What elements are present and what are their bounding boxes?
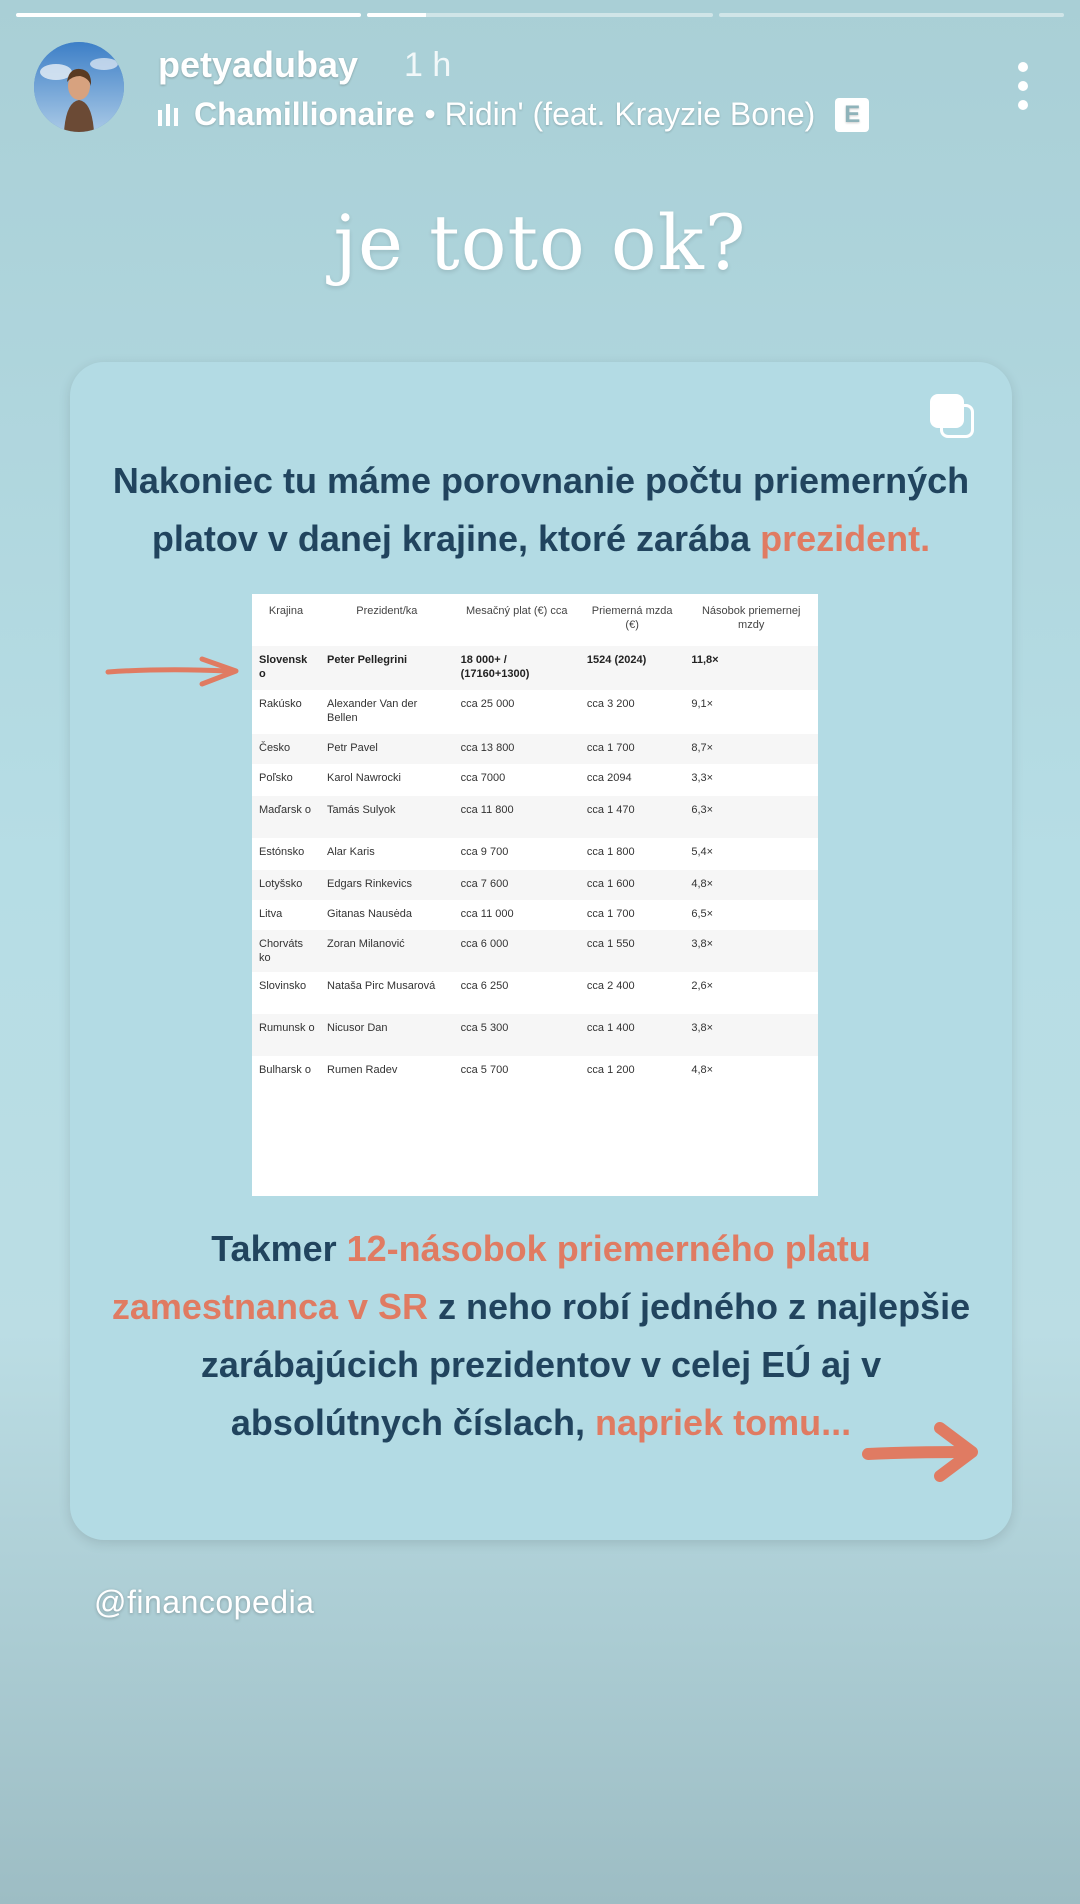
table-cell: cca 1 700 — [580, 734, 684, 764]
music-artist: Chamillionaire — [194, 96, 415, 132]
table-cell: 2,6× — [691, 980, 714, 992]
table-row — [252, 870, 818, 900]
table-cell: cca 2 400 — [586, 980, 635, 992]
bottom-accent-2: napriek tomu... — [595, 1402, 852, 1443]
post-heading — [90, 452, 992, 568]
table-row — [252, 972, 818, 1014]
table-cell: cca 1 700 — [586, 908, 635, 920]
table-cell: Gitanas Nausėda — [327, 908, 413, 920]
table-cell: 6,5× — [691, 908, 714, 920]
progress-segment — [719, 13, 1064, 17]
table-cell: 3,8× — [684, 1014, 818, 1056]
bottom-accent-1: 12-násobok priemerného platu zamestnanca v SR — [111, 1228, 871, 1327]
table-cell: Bulharsk o — [259, 1064, 311, 1076]
table-cell: cca 13 800 — [454, 734, 580, 764]
table-cell: cca 3 200 — [586, 698, 635, 710]
table-cell: 3,8× — [684, 930, 818, 972]
table-row — [252, 838, 818, 870]
table-cell: cca 9 700 — [460, 846, 509, 858]
bottom-text-1: Takmer — [211, 1228, 347, 1269]
table-header: Prezident/ka — [356, 605, 418, 617]
table-cell: cca 1 600 — [580, 870, 684, 900]
table-row — [252, 900, 818, 930]
arrow-right-icon — [862, 1422, 982, 1482]
table-cell: Alexander Van der Bellen — [327, 698, 418, 724]
table-cell: Lotyšsko — [252, 870, 320, 900]
table-cell: Petr Pavel — [320, 734, 454, 764]
table-cell: 8,7× — [684, 734, 818, 764]
table-header: Mesačný plat (€) cca — [466, 605, 568, 617]
table-cell: Nataša Pirc Musarová — [327, 980, 436, 992]
table-cell: 9,1× — [691, 698, 714, 710]
avatar[interactable] — [34, 42, 124, 132]
table-cell: cca 11 800 — [454, 796, 580, 838]
table-cell: cca 6 000 — [454, 930, 580, 972]
table-cell: 11,8× — [684, 646, 818, 690]
explicit-badge: E — [835, 98, 869, 132]
table-cell: cca 5 700 — [460, 1064, 509, 1076]
story-progress-bar — [16, 13, 1064, 17]
table-row — [252, 690, 818, 734]
table-cell: cca 7000 — [460, 772, 506, 784]
salary-table — [252, 594, 818, 1196]
table-cell: Slovensk o — [252, 646, 320, 690]
table-header: Násobok priemernej mzdy — [701, 605, 801, 631]
table-cell: Slovinsko — [259, 980, 307, 992]
music-track: • Ridin' (feat. Krayzie Bone) — [424, 96, 816, 132]
timestamp: 1 h — [404, 46, 452, 84]
table-cell: Peter Pellegrini — [320, 646, 454, 690]
table-cell: cca 25 000 — [460, 698, 515, 710]
copy-icon — [930, 394, 976, 440]
table-cell: Rumen Radev — [327, 1064, 398, 1076]
music-bars-icon — [158, 104, 178, 126]
table-row — [252, 734, 818, 764]
post-bottom-text — [110, 1220, 972, 1452]
table-cell: Karol Nawrocki — [327, 772, 401, 784]
table-cell: Alar Karis — [327, 846, 375, 858]
progress-segment — [16, 13, 361, 17]
progress-segment — [367, 13, 712, 17]
table-cell: Litva — [259, 908, 283, 920]
table-cell: cca 1 470 — [580, 796, 684, 838]
table-row — [252, 764, 818, 796]
table-row — [252, 1056, 818, 1100]
table-cell: 5,4× — [691, 846, 714, 858]
table-header: Krajina — [268, 605, 304, 617]
table-cell: Chorváts ko — [252, 930, 320, 972]
table-cell: 3,3× — [691, 772, 714, 784]
table-cell: cca 1 550 — [580, 930, 684, 972]
table-cell: Maďarsk o — [252, 796, 320, 838]
table-cell: cca 7 600 — [454, 870, 580, 900]
arrow-left-pointer-icon — [104, 654, 244, 690]
table-cell: 6,3× — [684, 796, 818, 838]
more-icon[interactable] — [1016, 62, 1030, 110]
heading-text: Nakoniec tu máme porovnanie počtu priemerných platov v danej krajine, ktoré zarába — [112, 460, 970, 559]
story-question-text: je toto ok? — [333, 198, 747, 287]
table-row — [252, 930, 818, 972]
table-cell: Tamás Sulyok — [320, 796, 454, 838]
table-cell: 18 000+ / (17160+1300) — [454, 646, 580, 690]
shared-post-card[interactable] — [70, 362, 1012, 1540]
table-cell: Zoran Milanović — [320, 930, 454, 972]
table-cell: cca 2094 — [586, 772, 632, 784]
table-cell: cca 5 300 — [454, 1014, 580, 1056]
music-sticker[interactable] — [158, 96, 869, 133]
table-row — [252, 646, 818, 690]
table-cell: cca 1 800 — [586, 846, 635, 858]
table-cell: Rakúsko — [259, 698, 302, 710]
table-cell: cca 1 200 — [586, 1064, 635, 1076]
table-cell: Poľsko — [259, 772, 293, 784]
table-cell: Edgars Rinkevics — [320, 870, 454, 900]
table-cell: cca 1 400 — [580, 1014, 684, 1056]
table-cell: Rumunsk o — [252, 1014, 320, 1056]
table-row — [252, 796, 818, 838]
table-row — [252, 1014, 818, 1056]
table-cell: 4,8× — [684, 870, 818, 900]
table-cell: cca 11 000 — [460, 908, 514, 920]
table-cell: 4,8× — [691, 1064, 714, 1076]
table-header: Priemerná mzda (€) — [591, 605, 673, 631]
table-cell: 1524 (2024) — [580, 646, 684, 690]
heading-accent: prezident. — [760, 518, 931, 559]
table-cell: Nicusor Dan — [320, 1014, 454, 1056]
username[interactable]: petyadubay — [158, 44, 359, 85]
mention-sticker[interactable]: @financopedia — [94, 1584, 315, 1620]
bottom-text-2: z neho robí jedného z najlepšie zarábajúcich prezidentov v celej EÚ aj v absolútnych číslach, — [200, 1286, 971, 1443]
table-cell: Česko — [252, 734, 320, 764]
table-cell: Estónsko — [259, 846, 305, 858]
table-cell: cca 6 250 — [460, 980, 509, 992]
